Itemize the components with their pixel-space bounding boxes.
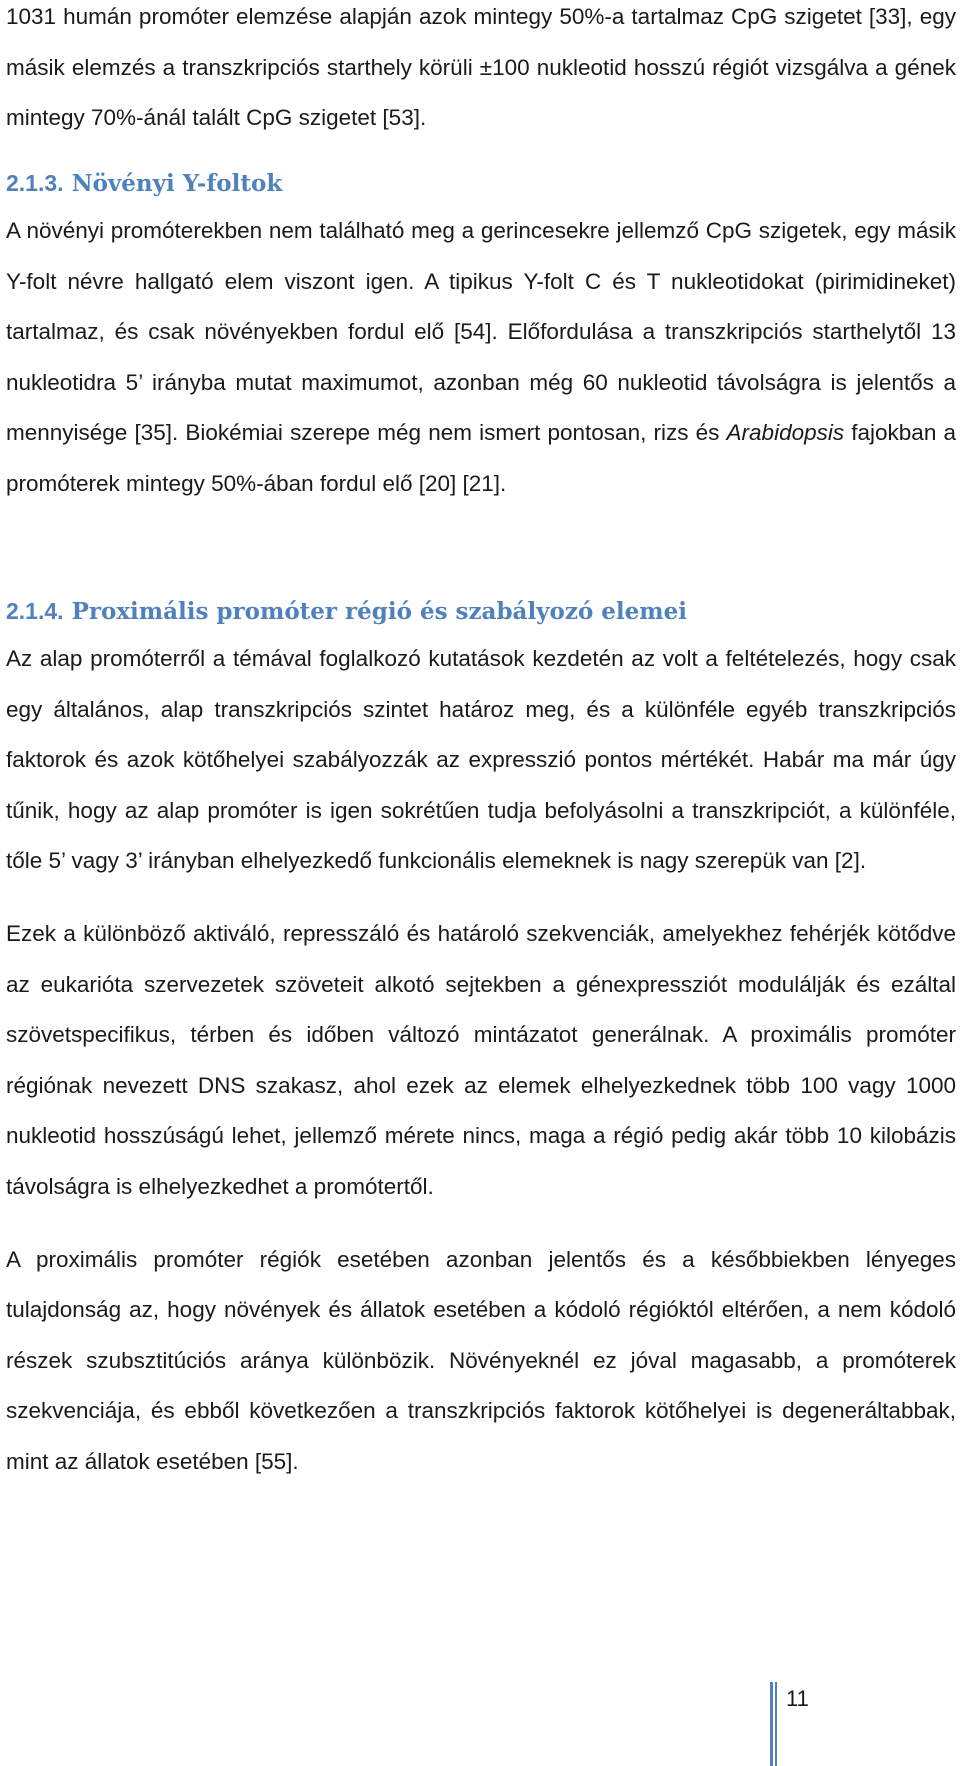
section-number: 2.1.3.	[6, 170, 64, 196]
italic-species-name: Arabidopsis	[726, 420, 845, 446]
footer-rule	[775, 1682, 777, 1766]
section-heading-2-1-4	[6, 596, 687, 627]
page-footer	[770, 1682, 850, 1766]
section-number: 2.1.4.	[6, 598, 64, 624]
body-paragraph: A proximális promóter régiók esetében azonban jelentős és a későbbiekben lényeges tulajdonság az, hogy növények és állatok esetében a kódoló régióktól eltérően, a nem kódoló részek szubsztitúciós aránya különbözik. Növényeknél ez jóval magasabb, a promóterek szekvenciája, és ebből következően a transzkripciós faktorok kötőhelyei is degeneráltabbak, mint az állatok esetében [55].	[6, 1246, 956, 1474]
body-paragraph: Az alap promóterről a témával foglalkozó kutatások kezdetén az volt a feltételezés, hogy csak egy általános, alap transzkripciós szintet határoz meg, és a különféle egyéb transzkripciós faktorok és azok kötőhelyei szabályozzák az expresszió pontos mértékét. Habár ma már úgy tűnik, hogy az alap promóter is igen sokrétűen tudja befolyásolni a transzkripciót, a különféle, tőle 5’ vagy 3’ irányban elhelyezkedő funkcionális elemeknek is nagy szerepük van [2].	[6, 646, 956, 874]
intro-paragraph: 1031 humán promóter elemzése alapján azok mintegy 50%-a tartalmaz CpG szigetet [33], egy másik elemzés a transzkripciós starthely körüli ±100 nukleotid hosszú régiót vizsgálva a gének mintegy 70%-ánál talált CpG szigetet [53].	[6, 4, 956, 131]
section-2-1-4-body	[6, 634, 956, 1488]
section-title: Növényi Y-foltok	[71, 170, 283, 197]
y-folt-paragraph	[6, 206, 956, 510]
section-2-1-3-body	[6, 206, 956, 510]
footer-rule	[770, 1682, 773, 1766]
paragraph-text: fajokban a promóterek mintegy 50%-ában fordul elő [20] [21].	[6, 420, 956, 496]
body-paragraph: Ezek a különböző aktiváló, represszáló és határoló szekvenciák, amelyekhez fehérjék kötődve az eukarióta szervezetek szöveteit alkotó sejtekben a génexpressziót modulálják és ezáltal szövetspecifikus, térben és időben változó mintázatot generálnak. A proximális promóter régiónak nevezett DNS szakasz, ahol ezek az elemek elhelyezkednek több 100 vagy 1000 nukleotid hosszúságú lehet, jellemző mérete nincs, maga a régió pedig akár több 10 kilobázis távolságra is elhelyezkedhet a promótertől.	[6, 920, 956, 1199]
section-title: Proximális promóter régió és szabályozó elemei	[71, 598, 688, 625]
section-heading-2-1-3	[6, 168, 282, 199]
intro-section	[6, 0, 956, 144]
paragraph-text: A növényi promóterekben nem található meg a gerincesekre jellemző CpG szigetek, egy másik Y-folt névre hallgató elem viszont igen. A tipikus Y-folt C és T nukleotidokat (pirimidineket) tartalmaz, és csak növényekben fordul elő [54]. Előfordulása a transzkripciós starthelytől 13 nukleotidra 5’ irányba mutat maximumot, azonban még 60 nukleotid távolságra is jelentős a mennyisége [35]. Biokémiai szerepe még nem ismert pontosan, rizs és	[6, 218, 956, 446]
page-number: 11	[786, 1686, 809, 1711]
